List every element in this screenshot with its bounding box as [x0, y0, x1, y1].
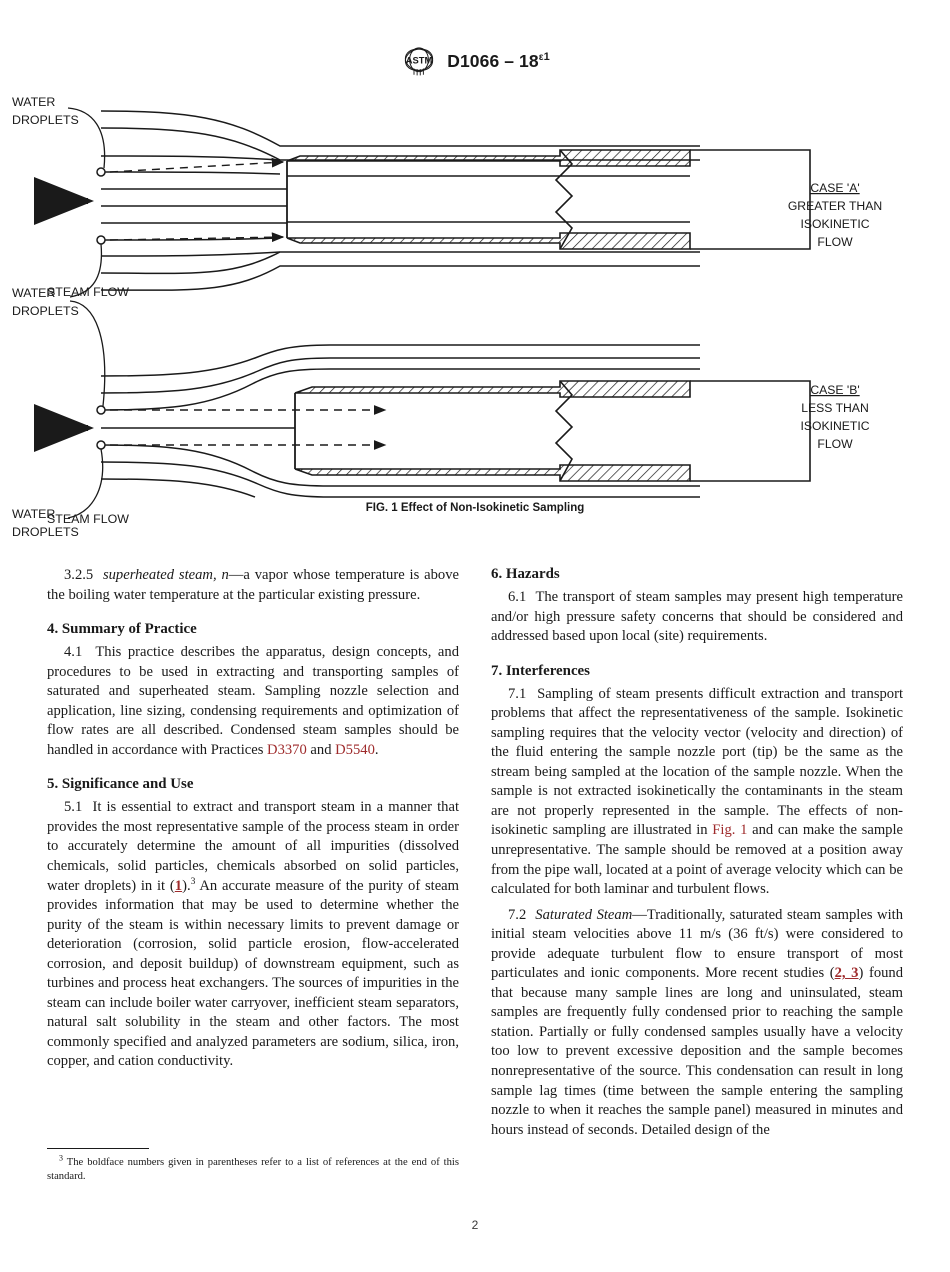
- footnote-3-marker: 3: [59, 1153, 63, 1163]
- label-water-droplets-mid-line2: DROPLETS: [12, 304, 79, 318]
- paragraph-7-1-text-b: and can make the sample unrepresentative. The sample should be removed at a position away from the pipe wall, located at a point of average velocity which can be calculated for both laminar and turbulent flows.: [491, 822, 903, 898]
- svg-text:ASTM: ASTM: [405, 55, 433, 66]
- label-steam-flow-case-b-text: STEAM FLOW: [47, 512, 129, 526]
- label-case-b-line2: ISOKINETIC: [800, 419, 870, 433]
- paragraph-7-1: [491, 685, 903, 900]
- page-header: [0, 46, 950, 76]
- nozzle-wall-lower-case-b: [295, 465, 690, 481]
- label-water-droplets-top-line2: DROPLETS: [12, 113, 79, 127]
- paragraph-number-7-2: 7.2: [508, 906, 527, 923]
- water-droplet-marker: [97, 406, 105, 414]
- right-column: [491, 566, 903, 1206]
- water-droplet-marker: [97, 168, 105, 176]
- paragraph-4-1-text-b: and: [306, 741, 336, 758]
- paragraph-number-4-1: 4.1: [64, 644, 83, 661]
- label-case-b-line3: FLOW: [817, 437, 853, 451]
- footnote-area: [47, 1148, 459, 1184]
- paragraph-4-1: [47, 643, 459, 760]
- paragraph-5-1-text-c: An accurate measure of the purity of steam provides information that may be used to determine whether the purity of the steam is within necessary limits to prevent damage or deterioration (corrosion, solid particle erosion, flow-accelerated corrosion, and deposit buildup) of downstream equipment, such as turbines and process heat exchangers. The sources of impurities in the steam can include boiler water carryover, inefficient steam separators, natural salt solubility in the steam and other factors. The most commonly specified and analyzed parameters are sodium, silica, iron, copper, and cation conductivity.: [47, 877, 460, 1070]
- paragraph-6-1: [491, 588, 903, 647]
- water-droplet-marker: [97, 441, 105, 449]
- label-case-a-title: CASE 'A': [810, 181, 860, 195]
- heading-hazards: 6. Hazards: [491, 566, 560, 582]
- nozzle-wall-upper-case-b: [295, 381, 690, 397]
- paragraph-number-5-1: 5.1: [64, 799, 83, 816]
- label-case-b-line1: LESS THAN: [801, 401, 869, 415]
- paragraph-4-1-text-c: .: [374, 741, 379, 758]
- paragraph-6-1-text: The transport of steam samples may present high temperature and/or high pressure safety concerns that should be considered and addressed based upon local (site) requirements.: [491, 589, 903, 645]
- revision-number: 1: [543, 50, 550, 63]
- footnote-separator-rule: [47, 1148, 149, 1149]
- designation-text: D1066 – 18: [447, 50, 539, 71]
- downstream-pipe-case-b: [690, 381, 810, 481]
- label-case-a-line1: GREATER THAN: [787, 199, 883, 213]
- paragraph-3-2-5: [47, 566, 459, 605]
- label-water-droplets-bottom-line1: WATER: [12, 507, 56, 521]
- label-steam-flow-case-a-text: STEAM FLOW: [47, 285, 129, 299]
- paragraph-5-1-text-b: ).: [182, 877, 191, 894]
- paragraph-7-2-text-b: ) found that because many sample lines are long and uninsulated, steam samples are frequently fully condensed prior to reaching the sample station. Partially or fully condensed samples usually have a velocity too low to prevent excessive deposition and the sample becomes nonrepresentative of the source. This condensation can result in long sample lag times (time between the sample entering the sampling nozzle to when it reaches the sample panel) measured in minutes and hours instead of seconds. Detailed design of the: [491, 965, 904, 1138]
- paragraph-5-1: [47, 798, 459, 1072]
- link-fig-1[interactable]: Fig. 1: [712, 822, 748, 839]
- heading-interferences: 7. Interferences: [491, 662, 590, 679]
- label-case-b-title: CASE 'B': [810, 383, 860, 397]
- paragraph-number-7-1: 7.1: [508, 685, 527, 702]
- reference-1[interactable]: 1: [174, 877, 183, 894]
- paragraph-3-2-5-text: —a vapor whose temperature is above the boiling water temperature at the particular existing pressure.: [47, 567, 459, 603]
- paragraph-7-2-text-a: —Traditionally, saturated steam samples with initial steam velocities above 11 m/s (36 ft/s) were considered to provide adequate turbulent flow to ensure transport of most particulates and ionic components. More recent studies (: [491, 906, 903, 982]
- left-column: [47, 566, 459, 1206]
- body-columns: [47, 566, 903, 1206]
- paragraph-number-6-1: 6.1: [508, 589, 527, 605]
- astm-logo-icon: [400, 46, 438, 76]
- paragraph-number-3-2-5: 3.2.5: [64, 567, 94, 583]
- link-d5540[interactable]: D5540: [335, 741, 375, 758]
- epsilon-mark: ε: [538, 51, 544, 63]
- paragraph-4-1-text-a: This practice describes the apparatus, design concepts, and procedures to be used in extracting and transporting samples of saturated and superheated steam. Sampling nozzle selection and application, line sizing, condensing requirements and optimization of flow rates are all described. Condensed steam samples should be handled in accordance with Practices: [47, 644, 459, 758]
- term-superheated-steam: superheated steam, n: [102, 567, 229, 583]
- heading-summary-of-practice: 4. Summary of Practice: [47, 621, 197, 638]
- page-number: 2: [471, 1218, 479, 1232]
- term-saturated-steam: Saturated Steam: [535, 906, 633, 923]
- nozzle-wall-lower-case-a: [287, 233, 690, 249]
- label-water-droplets-bottom-line2: DROPLETS: [12, 525, 79, 539]
- heading-significance-and-use: 5. Significance and Use: [47, 776, 194, 793]
- water-droplet-marker: [97, 236, 105, 244]
- paragraph-7-1-text-a: Sampling of steam presents difficult extraction and transport problems that affect the representativeness of the sample. Isokinetic sampling requires that the velocity vector (velocity and direction) of the fluid entering the sample nozzle port (tip) be the same as the stream being sampled at the location of the sample nozzle. When the sample is not extracted isokinetically the contaminants in the steam are not properly represented in the sample. The effects of non-isokinetic sampling are illustrated in: [491, 685, 904, 839]
- paragraph-7-2: [491, 906, 903, 1141]
- figure-1-caption: FIG. 1 Effect of Non-Isokinetic Sampling: [365, 502, 585, 514]
- reference-2-3[interactable]: 2, 3: [834, 965, 859, 982]
- label-case-a-line2: ISOKINETIC: [800, 217, 870, 231]
- standard-designation: [447, 51, 550, 72]
- label-water-droplets-mid-line1: WATER: [12, 286, 56, 300]
- nozzle-wall-upper-case-a: [287, 150, 690, 166]
- footnote-3-text: The boldface numbers given in parentheses refer to a list of references at the end of this standard.: [47, 1157, 459, 1183]
- paragraph-5-1-text-a: It is essential to extract and transport steam in a manner that provides the most representative sample of the process steam in order to accurately determine the amount of all impurities (dissolved chemicals, solid particles, chemicals absorbed on solid particles, water droplets) in it (: [47, 799, 460, 894]
- footnote-3: [47, 1153, 459, 1184]
- label-water-droplets-top-line1: WATER: [12, 95, 56, 109]
- label-case-a-line3: FLOW: [817, 235, 853, 249]
- footnote-marker-3[interactable]: 3: [190, 875, 196, 887]
- link-d3370[interactable]: D3370: [267, 741, 307, 758]
